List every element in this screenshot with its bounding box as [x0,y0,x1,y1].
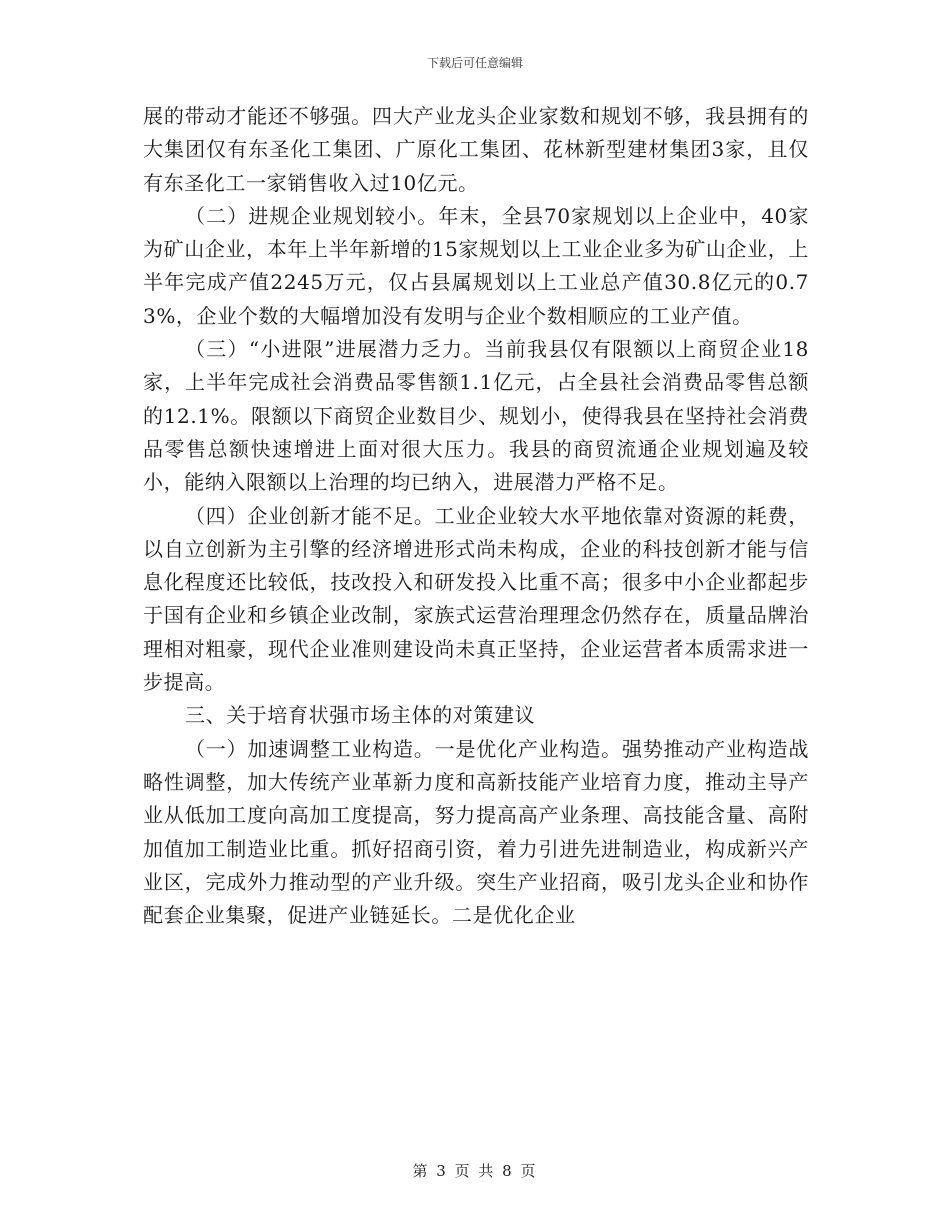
paragraph-section-3: （三）“小进限”进展潜力乏力。当前我县仅有限额以上商贸企业18家，上半年完成社会消费品零售额1.1亿元，占全县社会消费品零售总额的12.1%。限额以下商贸企业数目少、规划小，使得我县在坚持社会消费品零售总额快速增进上面对很大压力。我县的商贸流通企业规划遍及较小，能纳入限额以上治理的均已纳入，进展潜力严格不足。 [143,337,809,495]
section-heading-3: 三、关于培育状强市场主体的对策建议 [185,703,536,728]
paragraph-recommendation-1: （一）加速调整工业构造。一是优化产业构造。强势推动产业构造战略性调整，加大传统产业革新力度和高新技能产业培育力度，推动主导产业从低加工度向高加工度提高，努力提高高产业条理、高技能含量、高附加值加工制造业比重。抓好招商引资，着力引进先进制造业，构成新兴产业区，完成外力推动型的产业升级。突生产业招商，吸引龙头企业和协作配套企业集聚，促进产业链延长。二是优化企业 [143,736,809,928]
page-header-note: 下载后可任意编辑 [426,56,523,70]
paragraph-section-4: （四）企业创新才能不足。工业企业较大水平地依靠对资源的耗费，以自立创新为主引擎的经济增进形式尚未构成，企业的科技创新才能与信息化程度还比较低，技改投入和研发投入比重不高；很多中小企业都起步于国有企业和乡镇企业改制，家族式运营治理理念仍然存在，质量品牌治理相对粗豪，现代企业准则建设尚未真正坚持，企业运营者本质需求进一步提高。 [143,503,809,695]
document-body [143,100,809,932]
page-number-footer: 第 3 页 共 8 页 [412,1162,538,1180]
paragraph-section-2: （二）进规企业规划较小。年末，全县70家规划以上企业中，40家为矿山企业，本年上半年新增的15家规划以上工业企业多为矿山企业，上半年完成产值2245万元，仅占县属规划以上工业总产值30.8亿元的0.73%，企业个数的大幅增加没有发明与企业个数相顺应的工业产值。 [143,203,809,328]
paragraph-continuation: 展的带动才能还不够强。四大产业龙头企业家数和规划不够，我县拥有的大集团仅有东圣化工集团、广原化工集团、花林新型建材集团3家，且仅有东圣化工一家销售收入过10亿元。 [143,104,809,195]
